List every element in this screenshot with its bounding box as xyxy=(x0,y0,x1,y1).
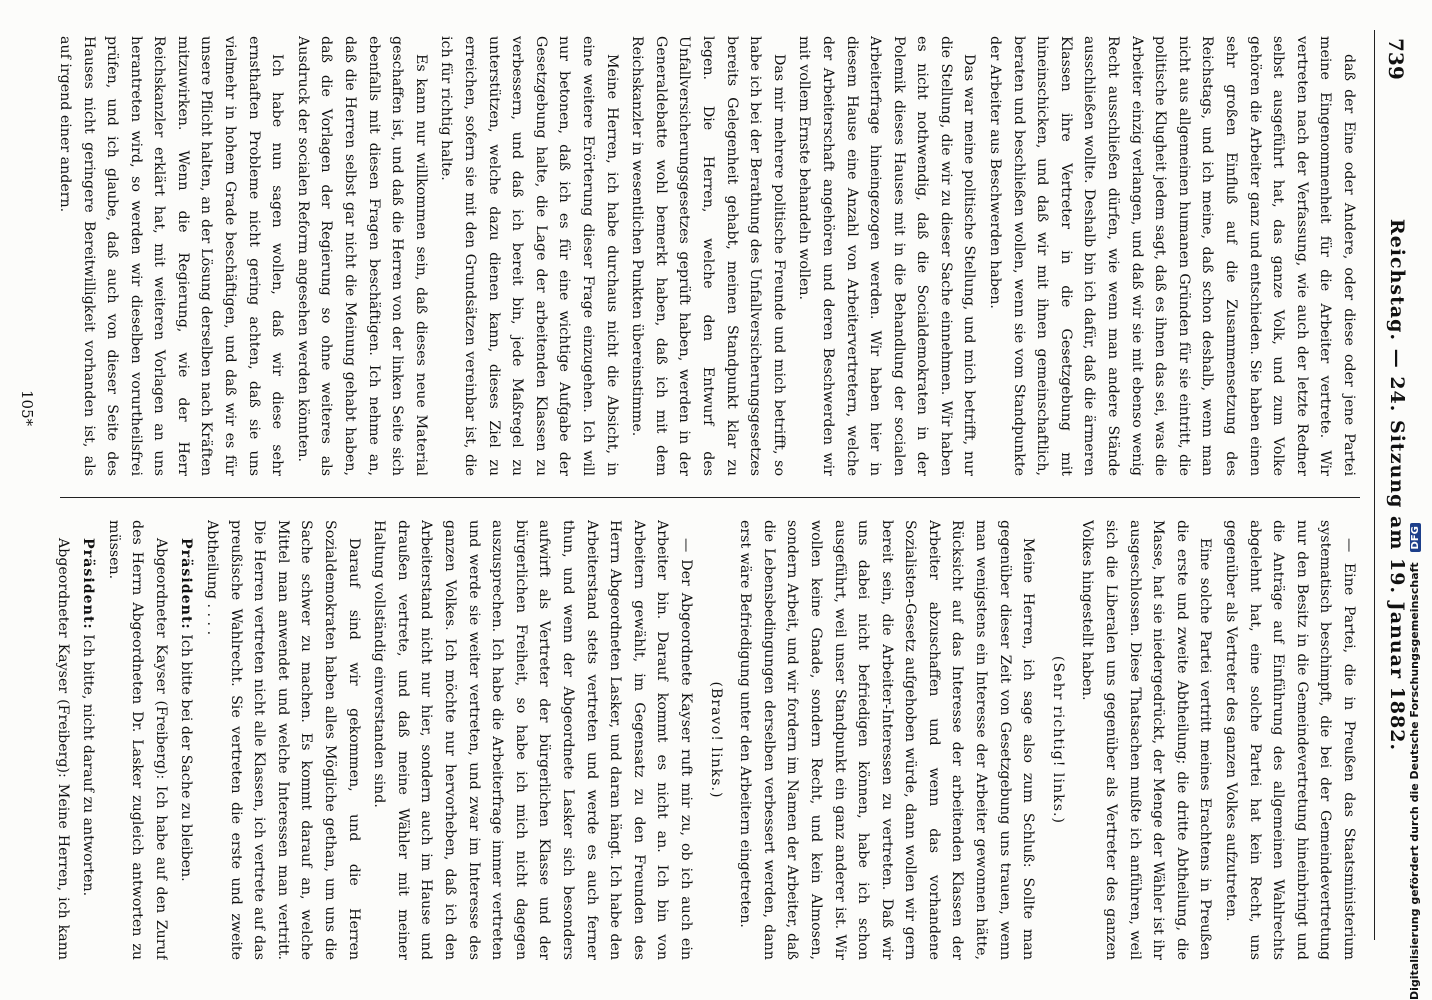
paragraph: Das war meine politische Stellung, und mich betrifft, nur die Stellung, die wir zu dieser Sache einnehmen. Wir haben es nicht nothwendig, daß die Socialdemokraten in der Polemik dieses Hauses mit in die Behandlung der socialen Arbeiterfrage hineingezogen werden. Wir haben hier in diesem Hause eine Anzahl von Arbeitervertretern, welche der Arbeiterschaft angehören und deren Beschwerden wir mit vollem Ernste behandeln wollen. xyxy=(796,36,978,476)
page-number: 739 xyxy=(1384,38,1408,80)
paragraph: Das mir mehrere politische Freunde und mich betrifft, so habe ich bei der Berathung des Unfallversicherungsgesetzes bereits Gelegenheit gehabt, meinen Standpunkt klar zu legen. Die Herren, welche den Entwurf des Unfallversicherungsgesetzes geprüft haben, werden in der Generaldebatte wohl bemerkt haben, daß ich mit dem Reichskanzler in wesentlichen Punkten übereinstimme. xyxy=(629,36,787,476)
page-title: Reichstag. — 24. Sitzung am 19. Januar 1882. xyxy=(1386,218,1408,752)
paragraph: Abgeordneter Kayser (Freiberg): Ich habe auf den Zuruf des Herrn Abgeordneten Dr. Lasker zugleich antworten zu müssen. xyxy=(105,520,169,960)
folio-number: 105* xyxy=(18,390,36,427)
paragraph: — Eine Partei, die in Preußen das Staatsministerium systematisch beschimpft, die bei der Gemeindevertretung nur den Besitz in die Gemeindevertretung hineinbringt und die Anträge auf Einführung des allgemeinen Wahlrechts abgelehnt hat, eine solche Partei hat kein Recht, uns gegenüber als Vertreter des ganzen Volkes aufzutreten. xyxy=(1223,520,1357,960)
speaker-text: Ich bitte, nicht darauf zu antworten. xyxy=(80,634,97,897)
paragraph: Eine solche Partei vertritt meines Erachtens in Preußen die erste und zweite Abtheilung; die dritte Abtheilung, die Masse, hat sie niedergedrückt, der Menge der Wähler ist ihr ausgeschlossen. Diese Thatsachen mußte ich anführen, weil sich die Liberalen uns gegenüber als Vertreter des ganzen Volkes hingestellt haben. xyxy=(1079,520,1214,960)
interjection: (Bravo! links.) xyxy=(707,681,724,799)
paragraph: Ich habe nun sagen wollen, daß wir diese sehr ernsthaften Probleme nicht gering achten, daß sie uns vielmehr in hohem Grade beschäftigen, und daß wir es für unsere Pflicht halten, an der Lösung derselben nach Kräften mitzuwirken. Wenn die Regierung, wie der Herr Reichskanzler erklärt hat, mit weiteren Vorlagen an uns herantreten wird, so werden wir dieselben vorurtheilsfrei prüfen, und ich glaube, daß auch von dieser Seite des Hauses nicht geringere Bereitwilligkeit vorhanden ist, als auf irgend einer andern. xyxy=(56,36,286,476)
credit-text: Digitalisierung gefördert durch die Deutsche Forschungsgemeinschaft xyxy=(1408,562,1421,1000)
paragraph: Abgeordneter Kayser (Freiberg): Meine Herren, ich kann xyxy=(54,538,71,960)
paragraph: — Der Abgeordnete Kayser ruft mir zu, ob ich auch ein Arbeiter bin. Darauf kommt es nicht an. Ich bin von Arbeitern gewählt, im Gegensatz zu den Freunden des Herrn Abgeordneten Lasker, und daran hängt. Ich habe den Arbeiterstand stets vertreten und werde es auch ferner thun, und wenn der Abgeordnete Lasker sich besonders aufwirft als Vertreter der bürgerlichen Klasse und der bürgerlichen Freiheit, so habe ich mich nicht dagegen auszusprechen. Ich habe die Arbeiterfrage immer vertreten und werde sie weiter vertreten, und zwar im Interesse des ganzen Volkes. Ich möchte nur hervorheben, daß ich den Arbeiterstand nicht nur hier, sondern auch im Hause und draußen vertrete, und daß meine Wähler mit meiner Haltung vollständig einverstanden sind. xyxy=(371,520,694,960)
column-divider xyxy=(60,497,1360,498)
speaker-name: Präsident: xyxy=(80,538,97,630)
paragraph: Meine Herren, ich habe durchaus nicht die Absicht, in eine weitere Erörterung dieser Frage einzugehen. Ich will nur betonen, daß ich es für eine wichtige Aufgabe der Gesetzgebung halte, die Lage der arbeitenden Klassen zu verbessern, und daß ich bereit bin, jede Maßregel zu unterstützen, welche dazu dienen kann, dieses Ziel zu erreichen, sofern sie mit den Grundsätzen vereinbar ist, die ich für richtig halte. xyxy=(438,36,620,476)
paragraph: Darauf sind wir gekommen, und die Herren Sozialdemokraten haben alles Mögliche gethan, um uns die Sache schwer zu machen. Es kommt darauf an, welche Mittel man anwendet und welche Interessen man vertritt. Die Herren vertreten nicht alle Klassen, ich vertrete auf das preußische Wahlrecht. Sie vertreten die erste und zweite Abtheilung . . . . xyxy=(204,520,362,960)
speaker-name: Präsident: xyxy=(178,538,195,630)
text-column-right xyxy=(50,520,1360,960)
dfg-logo: DFG xyxy=(1410,523,1421,552)
paragraph: Es kann nur willkommen sein, daß dieses neue Material geschaffen ist, und daß die Herren von der linken Seite sich ebenfalls mit diesen Fragen beschäftigen. Ich nehme an, daß die Herren selbst gar nicht die Meinung gehabt haben, daß die Vorlagen der Regierung so ohne weiteres als Ausdruck der socialen Reform angesehen werden könnten. xyxy=(294,36,429,476)
speaker-paragraph xyxy=(76,520,100,960)
speaker-paragraph xyxy=(174,520,198,960)
paragraph: daß der Eine oder Andere, oder diese oder jene Partei meine Eingenommenheit für die Arbeiter vertrete. Wir vertreten nach der Verfassung, wie auch der letzte Redner selbst ausgeführt hat, das ganze Volk, und zum Volke gehören die Arbeiter ganz und entschieden. Sie haben einen sehr großen Einfluß auf die Zusammensetzung des Reichstags, und ich meine, daß schon deshalb, wenn man nicht aus allgemeinen humanen Gründen für sie eintritt, die politische Klugheit jedem sagt, daß es ihnen das sei, was die Arbeiter einzig verlangen, und daß wir sie mit ebenso wenig Recht ausschließen dürfen, wie wenn man andere Stände ausschließen wollte. Deshalb bin ich dafür, daß die ärmeren Klassen ihre Vertreter in die Gesetzgebung mit hineinschicken, und daß wir mit ihnen gemeinschaftlich, beraten und beschließen wollen, wenn sie vom Standpunkte der Arbeiter aus Beschwerden haben. xyxy=(987,36,1357,476)
interjection: (Sehr richtig! links.) xyxy=(1049,655,1066,825)
paragraph: Meine Herren, ich sage also zum Schluß: Sollte man gegenüber dieser Zeit von Gesetzgebung uns trauen, wenn man wenigstens ein Interesse der Arbeiter gewonnen hätte, Rücksicht auf das Interesse der arbeitenden Klassen der Arbeiter abzuschaffen und wenn das vorhandene Sozialisten-Gesetz aufgehoben würde, dann wollen wir gern bereit sein, die Arbeiter-Interessen zu vertreten. Daß wir uns dabei nicht befriedigen können, habe ich schon ausgeführt, weil unser Standpunkt ein ganz anderer ist. Wir wollen keine Gnade, sondern Recht, und kein Almosen, sondern Arbeit, und wir fordern im Namen der Arbeiter, daß die Lebensbedingungen derselben verbessert werden, dann erst wäre Befriedigung unter den Arbeitern eingetreten. xyxy=(737,520,1037,960)
text-column-left xyxy=(50,36,1360,476)
header-rule xyxy=(1374,30,1375,940)
digitization-credit xyxy=(1408,526,1421,1000)
speaker-text: Ich bitte bei der Sache zu bleiben. xyxy=(178,634,195,882)
